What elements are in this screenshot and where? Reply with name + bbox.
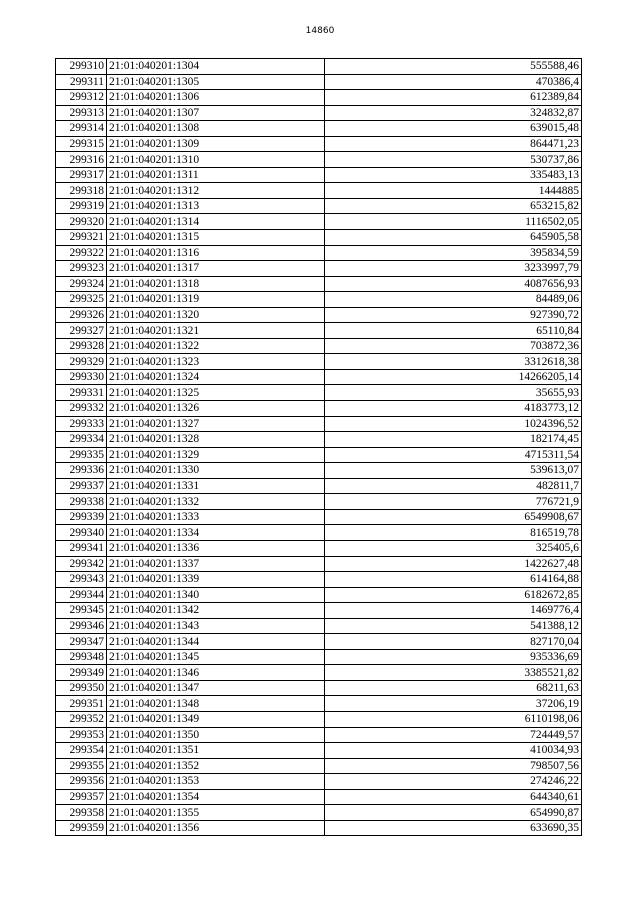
cadastral-value-cell: 703872,36 [325, 338, 582, 354]
cadastral-value-cell: 654990,87 [325, 805, 582, 821]
cadastral-value-cell: 644340,61 [325, 789, 582, 805]
table-row [56, 540, 582, 556]
table-row [56, 152, 582, 168]
cadastral-number-cell: 21:01:040201:1351 [107, 743, 325, 759]
cadastral-number-cell: 21:01:040201:1337 [107, 556, 325, 572]
cadastral-number-cell: 21:01:040201:1310 [107, 152, 325, 168]
cadastral-value-cell: 3312618,38 [325, 354, 582, 370]
cadastral-value-cell: 927390,72 [325, 307, 582, 323]
table-row [56, 478, 582, 494]
row-number-cell: 299319 [56, 198, 107, 214]
table-row [56, 214, 582, 230]
table-row [56, 494, 582, 510]
cadastral-number-cell: 21:01:040201:1343 [107, 618, 325, 634]
cadastral-value-cell: 1116502,05 [325, 214, 582, 230]
cadastral-number-cell: 21:01:040201:1328 [107, 432, 325, 448]
cadastral-number-cell: 21:01:040201:1325 [107, 385, 325, 401]
table-row [56, 774, 582, 790]
cadastral-value-cell: 614164,88 [325, 572, 582, 588]
cadastral-number-cell: 21:01:040201:1320 [107, 307, 325, 323]
cadastral-value-cell: 470386,4 [325, 74, 582, 90]
table-body [56, 59, 582, 836]
table-row [56, 59, 582, 75]
cadastral-number-cell: 21:01:040201:1330 [107, 463, 325, 479]
table-row [56, 649, 582, 665]
cadastral-value-cell: 1024396,52 [325, 416, 582, 432]
cadastral-number-cell: 21:01:040201:1333 [107, 509, 325, 525]
cadastral-number-cell: 21:01:040201:1304 [107, 59, 325, 75]
cadastral-value-cell: 482811,7 [325, 478, 582, 494]
cadastral-value-cell: 645905,58 [325, 230, 582, 246]
cadastral-number-cell: 21:01:040201:1339 [107, 572, 325, 588]
row-number-cell: 299330 [56, 369, 107, 385]
cadastral-number-cell: 21:01:040201:1340 [107, 587, 325, 603]
row-number-cell: 299335 [56, 447, 107, 463]
cadastral-value-cell: 6110198,06 [325, 711, 582, 727]
cadastral-value-cell: 776721,9 [325, 494, 582, 510]
cadastral-value-cell: 84489,06 [325, 292, 582, 308]
table-row [56, 680, 582, 696]
row-number-cell: 299326 [56, 307, 107, 323]
row-number-cell: 299318 [56, 183, 107, 199]
cadastral-number-cell: 21:01:040201:1332 [107, 494, 325, 510]
cadastral-value-cell: 612389,84 [325, 90, 582, 106]
row-number-cell: 299331 [56, 385, 107, 401]
cadastral-value-cell: 35655,93 [325, 385, 582, 401]
table-row [56, 292, 582, 308]
cadastral-value-cell: 935336,69 [325, 649, 582, 665]
cadastral-value-cell: 1469776,4 [325, 603, 582, 619]
cadastral-number-cell: 21:01:040201:1353 [107, 774, 325, 790]
cadastral-value-cell: 555588,46 [325, 59, 582, 75]
table-row [56, 432, 582, 448]
row-number-cell: 299321 [56, 230, 107, 246]
cadastral-number-cell: 21:01:040201:1355 [107, 805, 325, 821]
cadastral-number-cell: 21:01:040201:1336 [107, 540, 325, 556]
cadastral-number-cell: 21:01:040201:1306 [107, 90, 325, 106]
table-row [56, 230, 582, 246]
cadastral-value-cell: 530737,86 [325, 152, 582, 168]
row-number-cell: 299345 [56, 603, 107, 619]
cadastral-value-cell: 6549908,67 [325, 509, 582, 525]
table-row [56, 323, 582, 339]
row-number-cell: 299328 [56, 338, 107, 354]
cadastral-value-cell: 653215,82 [325, 198, 582, 214]
cadastral-value-cell: 1422627,48 [325, 556, 582, 572]
row-number-cell: 299337 [56, 478, 107, 494]
cadastral-value-cell: 68211,63 [325, 680, 582, 696]
row-number-cell: 299322 [56, 245, 107, 261]
cadastral-value-cell: 37206,19 [325, 696, 582, 712]
table-row [56, 105, 582, 121]
row-number-cell: 299350 [56, 680, 107, 696]
row-number-cell: 299344 [56, 587, 107, 603]
table-row [56, 758, 582, 774]
cadastral-value-cell: 274246,22 [325, 774, 582, 790]
cadastral-number-cell: 21:01:040201:1316 [107, 245, 325, 261]
row-number-cell: 299312 [56, 90, 107, 106]
table-row [56, 401, 582, 417]
table-row [56, 805, 582, 821]
cadastral-value-cell: 816519,78 [325, 525, 582, 541]
row-number-cell: 299358 [56, 805, 107, 821]
cadastral-number-cell: 21:01:040201:1317 [107, 261, 325, 277]
cadastral-number-cell: 21:01:040201:1312 [107, 183, 325, 199]
row-number-cell: 299348 [56, 649, 107, 665]
table-row [56, 198, 582, 214]
cadastral-number-cell: 21:01:040201:1323 [107, 354, 325, 370]
cadastral-number-cell: 21:01:040201:1344 [107, 634, 325, 650]
cadastral-value-cell: 324832,87 [325, 105, 582, 121]
cadastral-number-cell: 21:01:040201:1342 [107, 603, 325, 619]
cadastral-value-cell: 4715311,54 [325, 447, 582, 463]
row-number-cell: 299311 [56, 74, 107, 90]
table-row [56, 634, 582, 650]
cadastral-number-cell: 21:01:040201:1345 [107, 649, 325, 665]
cadastral-number-cell: 21:01:040201:1324 [107, 369, 325, 385]
cadastral-number-cell: 21:01:040201:1319 [107, 292, 325, 308]
table-row [56, 385, 582, 401]
row-number-cell: 299355 [56, 758, 107, 774]
table-row [56, 416, 582, 432]
cadastral-number-cell: 21:01:040201:1321 [107, 323, 325, 339]
table-row [56, 727, 582, 743]
table-row [56, 618, 582, 634]
page-number: 14860 [305, 26, 335, 36]
cadastral-number-cell: 21:01:040201:1327 [107, 416, 325, 432]
row-number-cell: 299346 [56, 618, 107, 634]
table-row [56, 276, 582, 292]
table-row [56, 556, 582, 572]
cadastral-number-cell: 21:01:040201:1347 [107, 680, 325, 696]
table-row [56, 447, 582, 463]
cadastral-number-cell: 21:01:040201:1311 [107, 167, 325, 183]
cadastral-value-cell: 798507,56 [325, 758, 582, 774]
row-number-cell: 299357 [56, 789, 107, 805]
row-number-cell: 299313 [56, 105, 107, 121]
row-number-cell: 299323 [56, 261, 107, 277]
cadastral-number-cell: 21:01:040201:1349 [107, 711, 325, 727]
row-number-cell: 299359 [56, 820, 107, 836]
cadastral-value-cell: 6182672,85 [325, 587, 582, 603]
cadastral-number-cell: 21:01:040201:1326 [107, 401, 325, 417]
row-number-cell: 299356 [56, 774, 107, 790]
table-row [56, 74, 582, 90]
row-number-cell: 299343 [56, 572, 107, 588]
table-row [56, 183, 582, 199]
cadastral-value-cell: 4087656,93 [325, 276, 582, 292]
table-row [56, 338, 582, 354]
cadastral-number-cell: 21:01:040201:1346 [107, 665, 325, 681]
table-row [56, 463, 582, 479]
cadastral-value-cell: 639015,48 [325, 121, 582, 137]
table-row [56, 261, 582, 277]
cadastral-number-cell: 21:01:040201:1313 [107, 198, 325, 214]
row-number-cell: 299317 [56, 167, 107, 183]
row-number-cell: 299315 [56, 136, 107, 152]
cadastral-value-cell: 65110,84 [325, 323, 582, 339]
cadastral-value-cell: 335483,13 [325, 167, 582, 183]
table-row [56, 354, 582, 370]
table-row [56, 307, 582, 323]
table-row [56, 603, 582, 619]
row-number-cell: 299336 [56, 463, 107, 479]
row-number-cell: 299324 [56, 276, 107, 292]
cadastral-value-cell: 14266205,14 [325, 369, 582, 385]
cadastral-value-cell: 3385521,82 [325, 665, 582, 681]
row-number-cell: 299340 [56, 525, 107, 541]
row-number-cell: 299325 [56, 292, 107, 308]
cadastral-value-cell: 3233997,79 [325, 261, 582, 277]
cadastral-number-cell: 21:01:040201:1318 [107, 276, 325, 292]
cadastral-number-cell: 21:01:040201:1322 [107, 338, 325, 354]
table-row [56, 525, 582, 541]
row-number-cell: 299353 [56, 727, 107, 743]
table-row [56, 820, 582, 836]
cadastral-number-cell: 21:01:040201:1314 [107, 214, 325, 230]
cadastral-value-cell: 724449,57 [325, 727, 582, 743]
table-row [56, 369, 582, 385]
table-row [56, 696, 582, 712]
row-number-cell: 299338 [56, 494, 107, 510]
cadastral-value-cell: 4183773,12 [325, 401, 582, 417]
cadastral-number-cell: 21:01:040201:1348 [107, 696, 325, 712]
row-number-cell: 299334 [56, 432, 107, 448]
table-row [56, 167, 582, 183]
row-number-cell: 299339 [56, 509, 107, 525]
cadastral-number-cell: 21:01:040201:1329 [107, 447, 325, 463]
row-number-cell: 299333 [56, 416, 107, 432]
cadastral-number-cell: 21:01:040201:1308 [107, 121, 325, 137]
cadastral-number-cell: 21:01:040201:1315 [107, 230, 325, 246]
cadastral-number-cell: 21:01:040201:1305 [107, 74, 325, 90]
cadastral-number-cell: 21:01:040201:1307 [107, 105, 325, 121]
cadastral-value-cell: 541388,12 [325, 618, 582, 634]
row-number-cell: 299342 [56, 556, 107, 572]
cadastral-value-table [55, 58, 582, 836]
table-row [56, 587, 582, 603]
table-row [56, 245, 582, 261]
row-number-cell: 299320 [56, 214, 107, 230]
row-number-cell: 299329 [56, 354, 107, 370]
row-number-cell: 299332 [56, 401, 107, 417]
cadastral-number-cell: 21:01:040201:1331 [107, 478, 325, 494]
table-row [56, 789, 582, 805]
cadastral-number-cell: 21:01:040201:1350 [107, 727, 325, 743]
cadastral-value-cell: 325405,6 [325, 540, 582, 556]
row-number-cell: 299349 [56, 665, 107, 681]
cadastral-number-cell: 21:01:040201:1356 [107, 820, 325, 836]
row-number-cell: 299341 [56, 540, 107, 556]
row-number-cell: 299310 [56, 59, 107, 75]
cadastral-number-cell: 21:01:040201:1334 [107, 525, 325, 541]
table-row [56, 136, 582, 152]
cadastral-value-cell: 633690,35 [325, 820, 582, 836]
row-number-cell: 299351 [56, 696, 107, 712]
row-number-cell: 299354 [56, 743, 107, 759]
cadastral-number-cell: 21:01:040201:1352 [107, 758, 325, 774]
cadastral-number-cell: 21:01:040201:1309 [107, 136, 325, 152]
row-number-cell: 299316 [56, 152, 107, 168]
table-row [56, 711, 582, 727]
cadastral-value-cell: 827170,04 [325, 634, 582, 650]
cadastral-value-cell: 1444885 [325, 183, 582, 199]
cadastral-value-cell: 395834,59 [325, 245, 582, 261]
cadastral-value-cell: 182174,45 [325, 432, 582, 448]
cadastral-value-cell: 864471,23 [325, 136, 582, 152]
row-number-cell: 299352 [56, 711, 107, 727]
cadastral-value-cell: 410034,93 [325, 743, 582, 759]
table-row [56, 509, 582, 525]
row-number-cell: 299314 [56, 121, 107, 137]
row-number-cell: 299347 [56, 634, 107, 650]
table-row [56, 743, 582, 759]
table-row [56, 572, 582, 588]
table-row [56, 665, 582, 681]
row-number-cell: 299327 [56, 323, 107, 339]
cadastral-value-cell: 539613,07 [325, 463, 582, 479]
table-row [56, 121, 582, 137]
cadastral-number-cell: 21:01:040201:1354 [107, 789, 325, 805]
table-row [56, 90, 582, 106]
